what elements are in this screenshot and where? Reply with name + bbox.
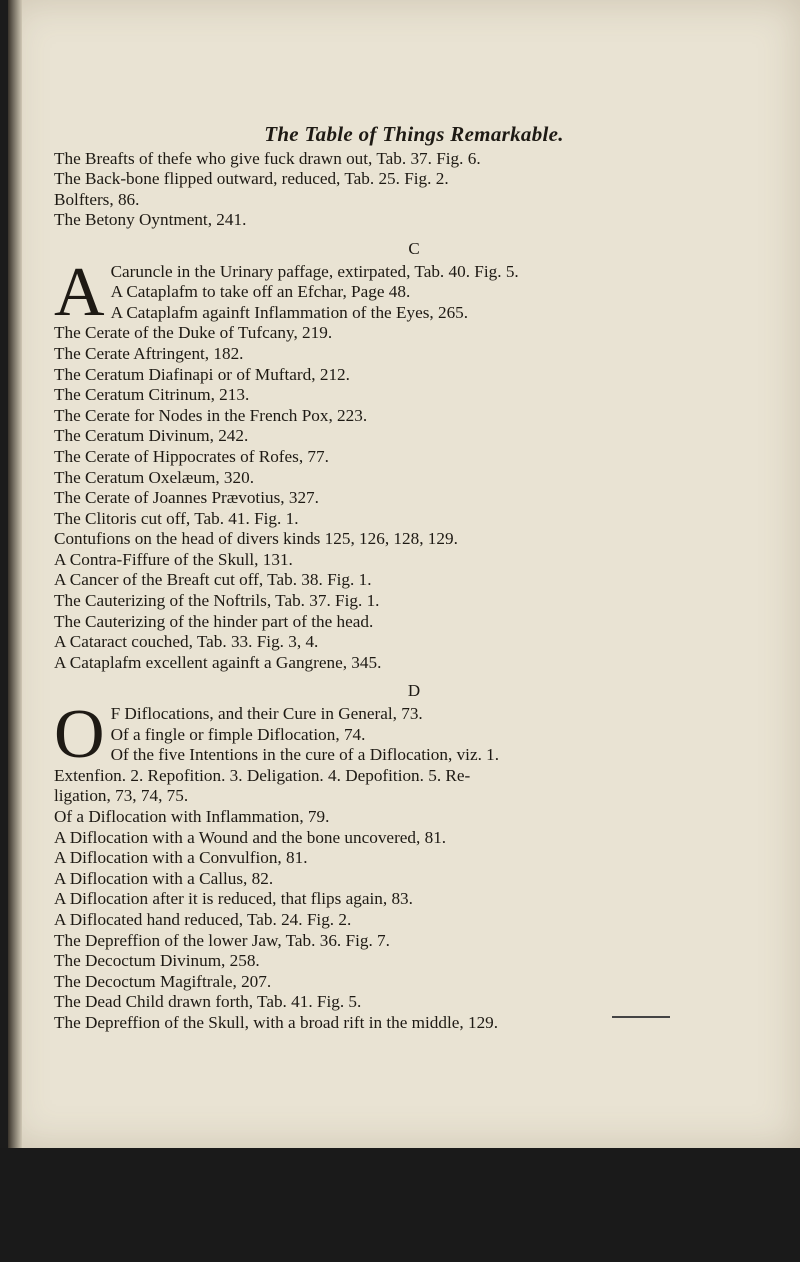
index-entry: The Betony Oyntment, 241. — [54, 210, 247, 230]
index-entry: F Diflocations, and their Cure in General, 73. — [110, 704, 423, 724]
index-entry: A Cataract couched, Tab. 33. Fig. 3, 4. — [54, 632, 319, 652]
index-entry: The Decoctum Magiftrale, 207. — [54, 971, 272, 991]
index-entry: A Diflocated hand reduced, Tab. 24. Fig. 2. — [54, 909, 352, 929]
page-title: The Table of Things Remarkable. — [264, 122, 564, 146]
index-entry: The Back-bone flipped outward, reduced, Tab. 25. Fig. 2. — [54, 169, 449, 189]
index-entry: The Breafts of thefe who give fuck drawn out, Tab. 37. Fig. 6. — [54, 148, 481, 168]
index-entry: The Cauterizing of the hinder part of the head. — [54, 611, 374, 631]
scan-background — [0, 1148, 800, 1262]
index-entry: The Depreffion of the Skull, with a broad rift in the middle, 129. — [54, 1012, 499, 1032]
index-entry: Of the five Intentions in the cure of a Diflocation, viz. 1. — [110, 745, 500, 765]
section-letter-c: C — [408, 238, 420, 258]
index-entry: The Clitoris cut off, Tab. 41. Fig. 1. — [54, 508, 299, 528]
index-entry: Bolfters, 86. — [54, 189, 140, 209]
index-entry: Extenfion. 2. Repofition. 3. Deligation. 4. Depofition. 5. Re- — [54, 765, 471, 785]
index-entry: The Ceratum Oxelæum, 320. — [54, 467, 255, 487]
index-entry: The Ceratum Divinum, 242. — [54, 426, 249, 446]
index-entry: The Ceratum Citrinum, 213. — [54, 385, 250, 405]
index-entry: The Cerate Aftringent, 182. — [54, 343, 244, 363]
index-entry: A Cataplafm excellent againft a Gangrene, 345. — [54, 652, 382, 672]
index-entry: Contufions on the head of divers kinds 125, 126, 128, 129. — [54, 529, 458, 549]
index-entry: A Contra-Fiffure of the Skull, 131. — [54, 549, 293, 569]
index-entry: A Diflocation with a Wound and the bone uncovered, 81. — [54, 827, 447, 847]
index-entry: A Cataplafm to take off an Efchar, Page 48. — [110, 282, 411, 302]
section-letter-d: D — [407, 681, 421, 701]
index-entry: The Cerate of the Duke of Tufcany, 219. — [54, 323, 333, 343]
index-entry: The Depreffion of the lower Jaw, Tab. 36. Fig. 7. — [54, 930, 390, 950]
index-entry: Of a Diflocation with Inflammation, 79. — [54, 807, 330, 826]
index-entry: A Diflocation with a Convulfion, 81. — [54, 848, 308, 868]
section-d-opening — [54, 704, 774, 766]
index-entry: The Decoctum Divinum, 258. — [54, 951, 260, 971]
index-entry: Caruncle in the Urinary paffage, extirpated, Tab. 40. Fig. 5. — [110, 261, 519, 281]
index-entry: A Cancer of the Breaft cut off, Tab. 38. Fig. 1. — [54, 570, 372, 590]
drop-cap: O — [54, 704, 105, 766]
index-entry: A Diflocation with a Callus, 82. — [54, 868, 274, 888]
index-entry: ligation, 73, 74, 75. — [54, 786, 189, 806]
index-entry: The Cerate of Joannes Prævotius, 327. — [54, 488, 319, 508]
index-text — [54, 124, 774, 1034]
drop-cap: A — [54, 261, 105, 324]
section-c-opening — [54, 262, 774, 324]
index-entry: The Ceratum Diafinapi or of Muftard, 212. — [54, 364, 350, 384]
index-entry: Of a fingle or fimple Diflocation, 74. — [110, 724, 366, 744]
page-gutter-shadow — [8, 0, 22, 1148]
index-entry: The Dead Child drawn forth, Tab. 41. Fig. 5. — [54, 992, 362, 1012]
index-entry: The Cerate for Nodes in the French Pox, 223. — [54, 405, 368, 425]
index-entry: A Cataplafm againft Inflammation of the Eyes, 265. — [110, 302, 469, 322]
index-entry: The Cerate of Hippocrates of Rofes, 77. — [54, 446, 329, 466]
index-entry: A Diflocation after it is reduced, that flips again, 83. — [54, 889, 413, 909]
index-entry: The Cauterizing of the Noftrils, Tab. 37. Fig. 1. — [54, 591, 380, 611]
